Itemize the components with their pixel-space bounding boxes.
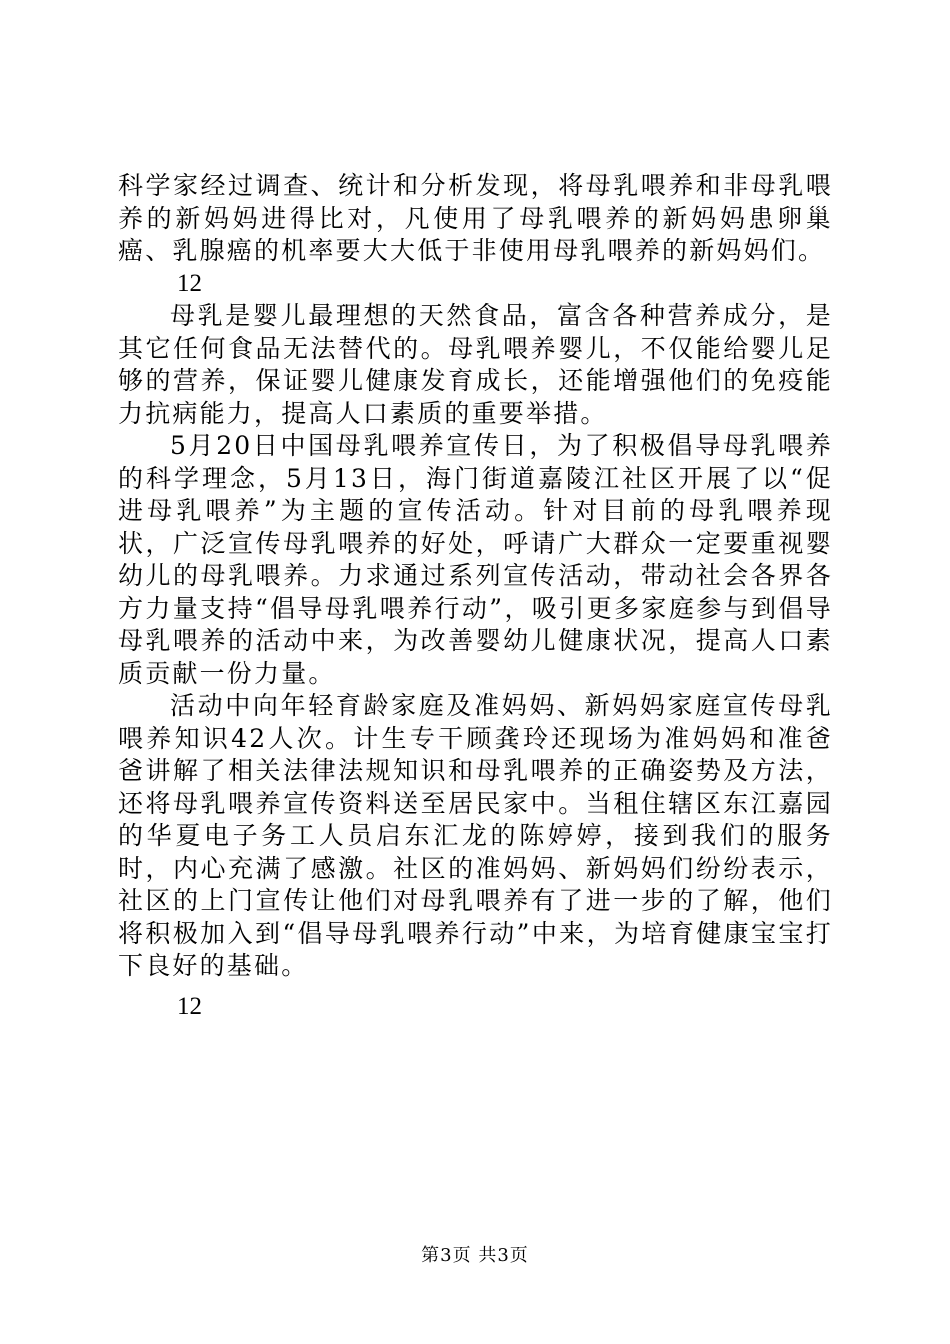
paragraph-breast-milk-benefits: 母乳是婴儿最理想的天然食品，富含各种营养成分，是其它任何食品无法替代的。母乳喂养婴儿，不仅能给婴儿足够的营养，保证婴儿健康发育成长，还能增强他们的免疫能力抗病能力，提高人口素质的重要举措。 — [118, 301, 833, 428]
page-footer: 第3页 共3页 — [421, 1245, 529, 1266]
document-body — [118, 170, 833, 1023]
page-number-marker: 12 — [177, 269, 202, 297]
page-number-marker-end: 12 — [177, 992, 202, 1020]
paragraph-ovarian-cancer-study: 科学家经过调查、统计和分析发现，将母乳喂养和非母乳喂养的新妈妈进得比对，凡使用了母乳喂养的新妈妈患卵巢癌、乳腺癌的机率要大大低于非使用母乳喂养的新妈妈们。 — [118, 171, 833, 265]
paragraph-promotion-day: 5月20日中国母乳喂养宣传日，为了积极倡导母乳喂养的科学理念，5月13日，海门街道嘉陵江社区开展了以“促进母乳喂养”为主题的宣传活动。针对目前的母乳喂养现状，广泛宣传母乳喂养的好处，呼请广大群众一定要重视婴幼儿的母乳喂养。力求通过系列宣传活动，带动社会各界各方力量支持“倡导母乳喂养行动”，吸引更多家庭参与到倡导母乳喂养的活动中来，为改善婴幼儿健康状况，提高人口素质贡献一份力量。 — [118, 431, 833, 688]
paragraph-activity-details: 活动中向年轻育龄家庭及准妈妈、新妈妈家庭宣传母乳喂养知识42人次。计生专干顾龚玲还现场为准妈妈和准爸爸讲解了相关法律法规知识和母乳喂养的正确姿势及方法，还将母乳喂养宣传资料送至居民家中。当租住辖区东江嘉园的华夏电子务工人员启东汇龙的陈婷婷，接到我们的服务时，内心充满了感激。社区的准妈妈、新妈妈们纷纷表示，社区的上门宣传让他们对母乳喂养有了进一步的了解，他们将积极加入到“倡导母乳喂养行动”中来，为培育健康宝宝打下良好的基础。 — [118, 691, 833, 980]
